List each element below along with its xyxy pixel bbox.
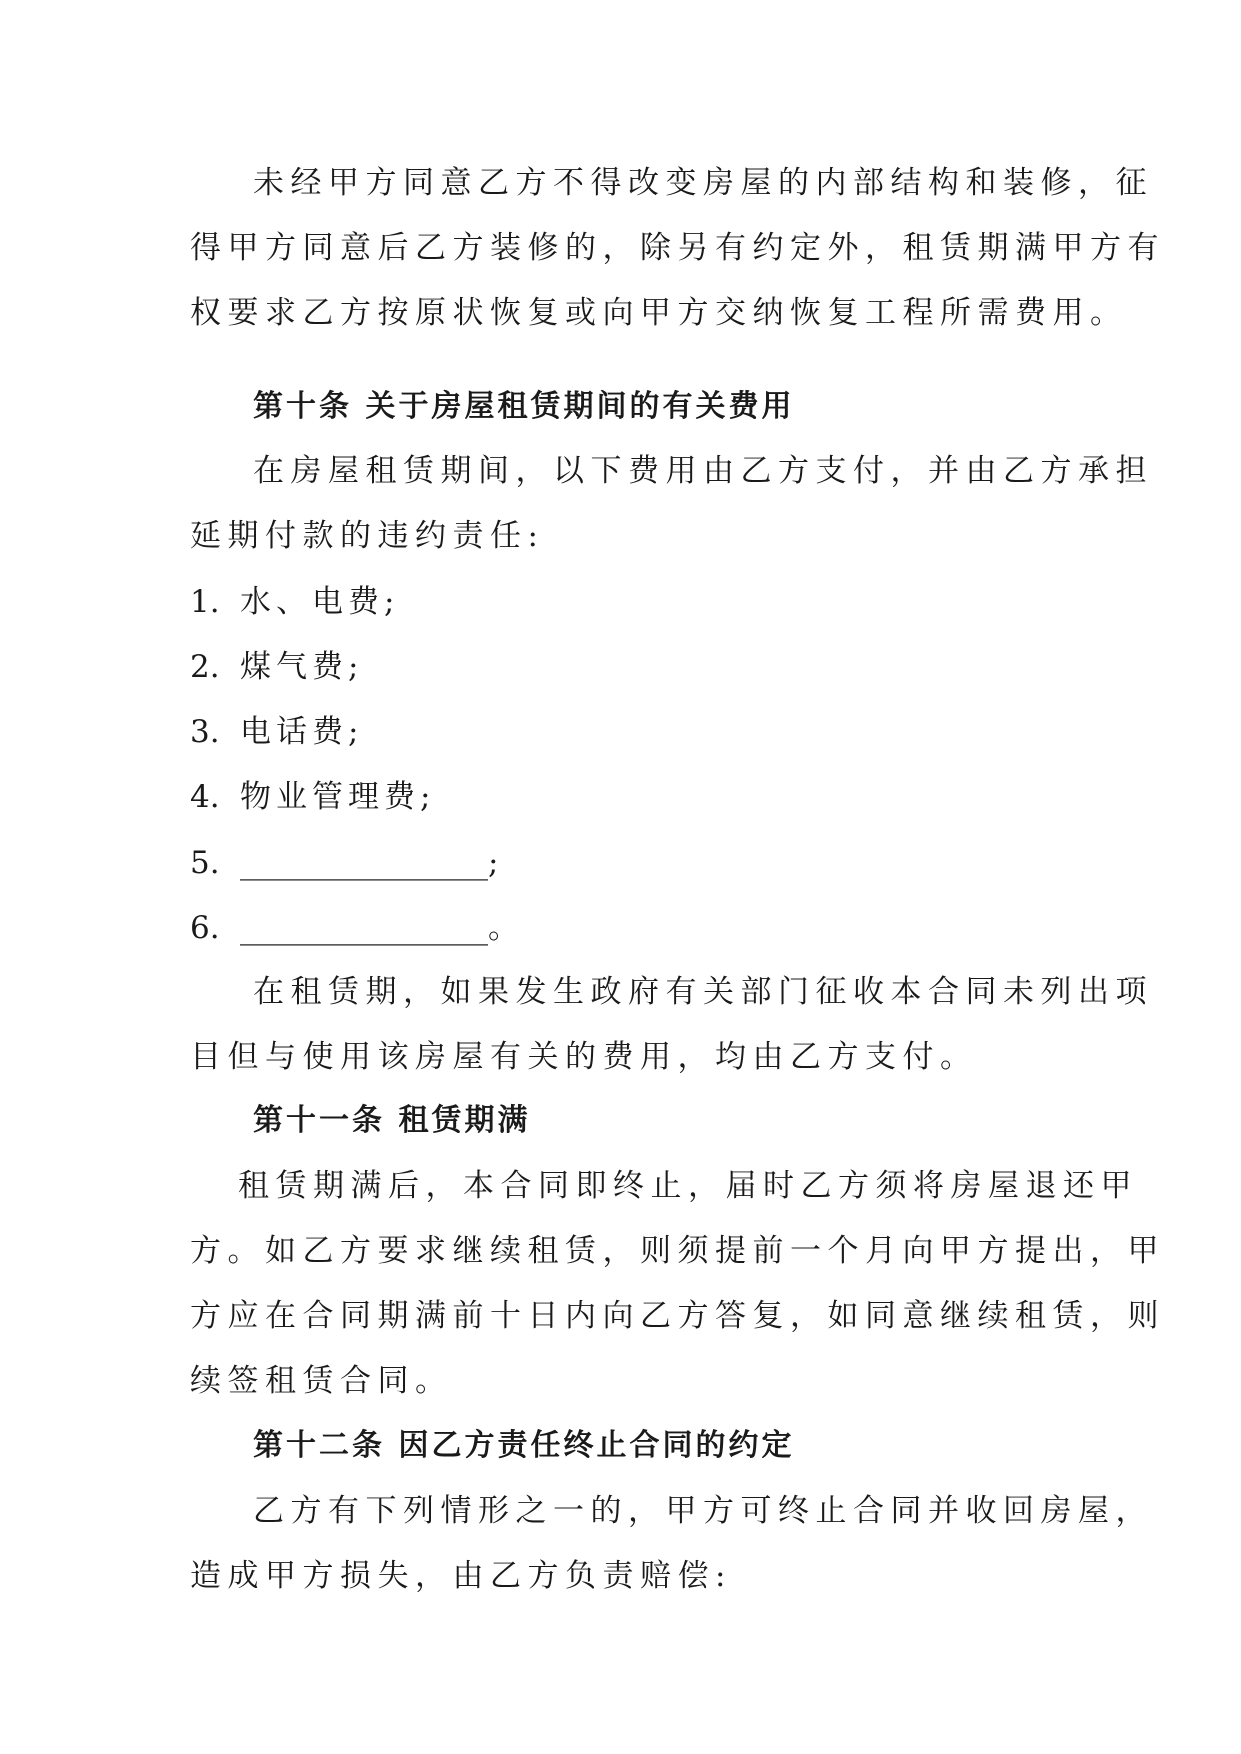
list-item: [190, 712, 1050, 752]
list-item-text: 煤气费;: [240, 649, 364, 685]
body-text-line: 在租赁期，如果发生政府有关部门征收本合同未列出项: [253, 974, 1153, 1010]
list-item-number: 2.: [190, 649, 220, 685]
list-item-number: 1.: [190, 584, 220, 620]
list-item: [190, 582, 1050, 622]
body-text-line: 方应在合同期满前十日内向乙方答复，如同意继续租赁，则: [190, 1298, 1165, 1334]
list-item-number: 6.: [190, 910, 220, 946]
list-item: [190, 647, 1050, 687]
body-text-line: 权要求乙方按原状恢复或向甲方交纳恢复工程所需费用。: [190, 295, 1128, 331]
body-text-line: 造成甲方损失，由乙方负责赔偿:: [190, 1558, 732, 1594]
list-item-text: 物业管理费;: [240, 779, 436, 815]
list-item-text: ________________。: [240, 910, 519, 946]
article-heading: 第十条 关于房屋租赁期间的有关费用: [253, 389, 795, 424]
body-text-line: 方。如乙方要求继续租赁，则须提前一个月向甲方提出，甲: [190, 1233, 1165, 1269]
body-text-line: 得甲方同意后乙方装修的，除另有约定外，租赁期满甲方有: [190, 230, 1165, 266]
body-text-line: 乙方有下列情形之一的，甲方可终止合同并收回房屋，: [253, 1493, 1153, 1529]
list-item-number: 3.: [190, 714, 220, 750]
list-item-text: 水、电费;: [240, 584, 400, 620]
body-text-line: 租赁期满后，本合同即终止，届时乙方须将房屋退还甲: [238, 1168, 1138, 1204]
body-text-line: 目但与使用该房屋有关的费用，均由乙方支付。: [190, 1039, 978, 1075]
list-item-number: 4.: [190, 779, 220, 815]
list-item: [190, 777, 1050, 817]
article-heading: 第十二条 因乙方责任终止合同的约定: [253, 1428, 795, 1463]
list-item: [190, 843, 1050, 883]
list-item: [190, 908, 1050, 948]
body-text-line: 延期付款的违约责任:: [190, 518, 545, 554]
body-text-line: 在房屋租赁期间，以下费用由乙方支付，并由乙方承担: [253, 453, 1153, 489]
body-text-line: 续签租赁合同。: [190, 1363, 453, 1399]
article-heading: 第十一条 租赁期满: [253, 1103, 531, 1138]
body-text-line: 未经甲方同意乙方不得改变房屋的内部结构和装修，征: [253, 165, 1153, 201]
list-item-text: ________________;: [240, 845, 499, 881]
list-item-number: 5.: [190, 845, 220, 881]
list-item-text: 电话费;: [240, 714, 364, 750]
